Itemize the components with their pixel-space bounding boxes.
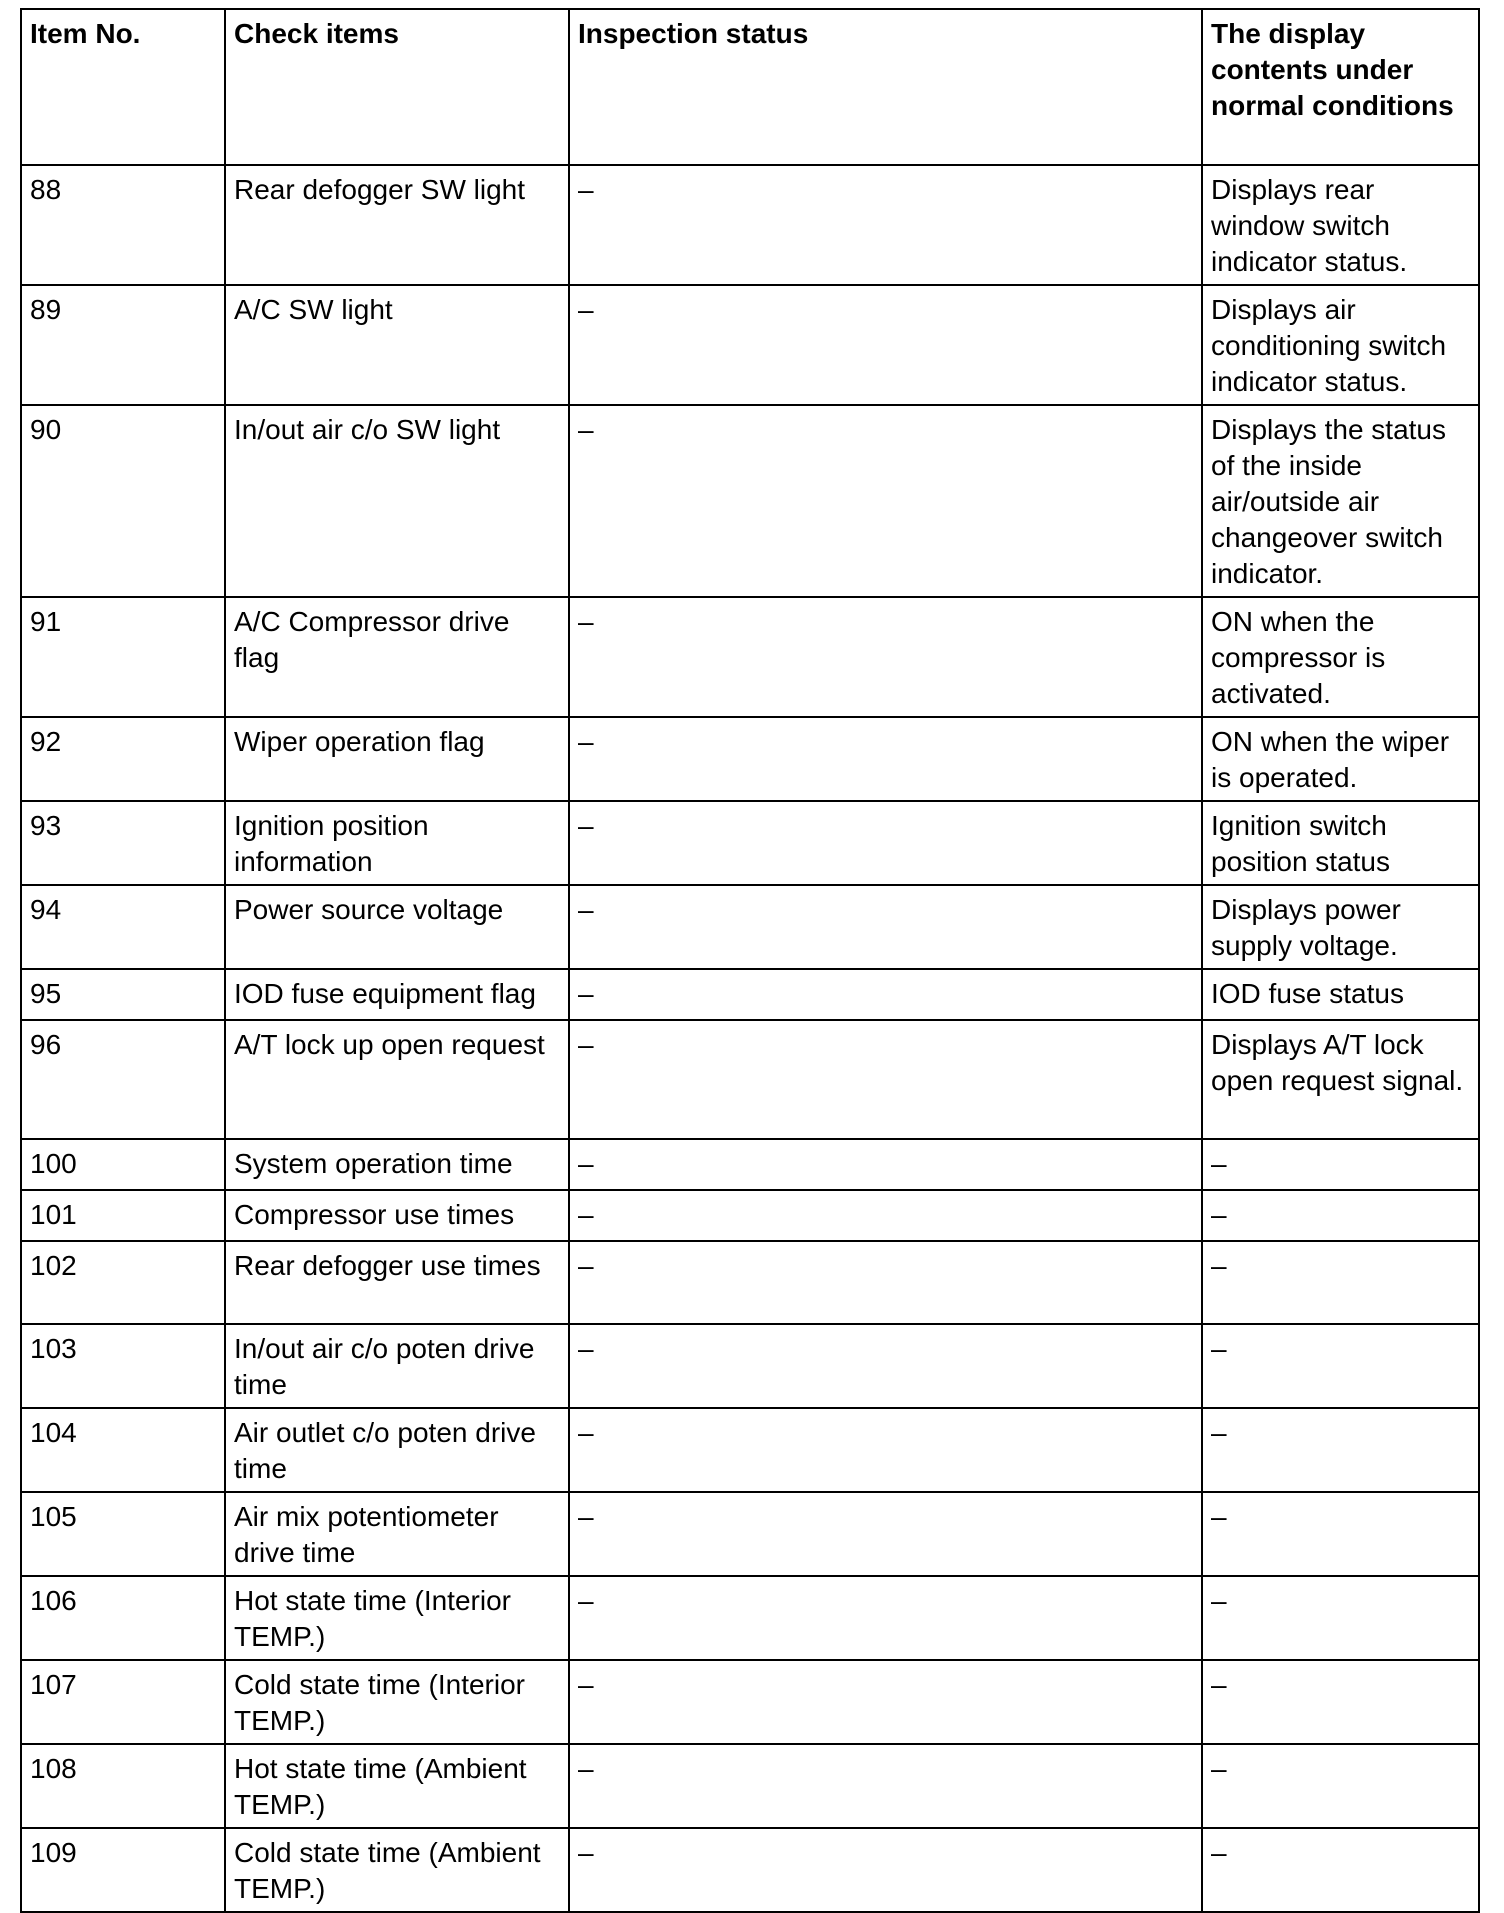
table-row xyxy=(21,801,1479,885)
cell-item-no: 102 xyxy=(21,1241,225,1324)
cell-inspection-status: – xyxy=(569,1139,1202,1190)
cell-item-no: 103 xyxy=(21,1324,225,1408)
cell-item-no: 101 xyxy=(21,1190,225,1241)
cell-check-item: Air mix potentiometer drive time xyxy=(225,1492,569,1576)
cell-item-no: 91 xyxy=(21,597,225,717)
table-row xyxy=(21,1241,1479,1324)
header-item-no: Item No. xyxy=(21,9,225,165)
cell-normal-display: – xyxy=(1202,1324,1479,1408)
cell-check-item: Hot state time (Interior TEMP.) xyxy=(225,1576,569,1660)
table-row xyxy=(21,597,1479,717)
cell-inspection-status: – xyxy=(569,801,1202,885)
cell-inspection-status: – xyxy=(569,1744,1202,1828)
cell-normal-display: Displays rear window switch indicator status. xyxy=(1202,165,1479,285)
cell-inspection-status: – xyxy=(569,1324,1202,1408)
cell-item-no: 105 xyxy=(21,1492,225,1576)
cell-inspection-status: – xyxy=(569,1660,1202,1744)
cell-normal-display: Displays air conditioning switch indicator status. xyxy=(1202,285,1479,405)
cell-check-item: In/out air c/o poten drive time xyxy=(225,1324,569,1408)
cell-normal-display: Displays A/T lock open request signal. xyxy=(1202,1020,1479,1139)
cell-normal-display: – xyxy=(1202,1139,1479,1190)
cell-normal-display: – xyxy=(1202,1241,1479,1324)
table-row xyxy=(21,285,1479,405)
cell-inspection-status: – xyxy=(569,969,1202,1020)
cell-normal-display: – xyxy=(1202,1190,1479,1241)
cell-normal-display: – xyxy=(1202,1660,1479,1744)
table-row xyxy=(21,1139,1479,1190)
cell-inspection-status: – xyxy=(569,1408,1202,1492)
cell-check-item: Power source voltage xyxy=(225,885,569,969)
table-row xyxy=(21,1660,1479,1744)
header-normal-display: The display contents under normal conditions xyxy=(1202,9,1479,165)
cell-check-item: Air outlet c/o poten drive time xyxy=(225,1408,569,1492)
table-body xyxy=(21,165,1479,1912)
table-row xyxy=(21,1324,1479,1408)
cell-check-item: Cold state time (Ambient TEMP.) xyxy=(225,1828,569,1912)
cell-item-no: 107 xyxy=(21,1660,225,1744)
cell-normal-display: – xyxy=(1202,1576,1479,1660)
cell-inspection-status: – xyxy=(569,597,1202,717)
cell-check-item: Cold state time (Interior TEMP.) xyxy=(225,1660,569,1744)
header-inspection-status: Inspection status xyxy=(569,9,1202,165)
cell-check-item: Compressor use times xyxy=(225,1190,569,1241)
table-row xyxy=(21,405,1479,597)
cell-item-no: 90 xyxy=(21,405,225,597)
cell-item-no: 88 xyxy=(21,165,225,285)
inspection-table-container xyxy=(20,8,1478,1913)
table-header-row xyxy=(21,9,1479,165)
cell-normal-display: Ignition switch position status xyxy=(1202,801,1479,885)
cell-inspection-status: – xyxy=(569,1576,1202,1660)
table-row xyxy=(21,1020,1479,1139)
cell-item-no: 92 xyxy=(21,717,225,801)
cell-check-item: System operation time xyxy=(225,1139,569,1190)
cell-check-item: In/out air c/o SW light xyxy=(225,405,569,597)
cell-check-item: Ignition position information xyxy=(225,801,569,885)
cell-item-no: 94 xyxy=(21,885,225,969)
table-row xyxy=(21,1744,1479,1828)
cell-normal-display: – xyxy=(1202,1492,1479,1576)
cell-check-item: Wiper operation flag xyxy=(225,717,569,801)
cell-inspection-status: – xyxy=(569,1241,1202,1324)
cell-inspection-status: – xyxy=(569,1828,1202,1912)
table-row xyxy=(21,165,1479,285)
inspection-table xyxy=(20,8,1480,1913)
cell-inspection-status: – xyxy=(569,285,1202,405)
cell-check-item: IOD fuse equipment flag xyxy=(225,969,569,1020)
cell-normal-display: ON when the compressor is activated. xyxy=(1202,597,1479,717)
table-row xyxy=(21,1190,1479,1241)
cell-normal-display: – xyxy=(1202,1408,1479,1492)
cell-inspection-status: – xyxy=(569,405,1202,597)
cell-inspection-status: – xyxy=(569,165,1202,285)
table-row xyxy=(21,969,1479,1020)
cell-normal-display: – xyxy=(1202,1744,1479,1828)
cell-inspection-status: – xyxy=(569,1190,1202,1241)
table-row xyxy=(21,717,1479,801)
header-check-items: Check items xyxy=(225,9,569,165)
cell-item-no: 100 xyxy=(21,1139,225,1190)
cell-check-item: A/C SW light xyxy=(225,285,569,405)
cell-check-item: A/T lock up open request xyxy=(225,1020,569,1139)
cell-inspection-status: – xyxy=(569,717,1202,801)
cell-item-no: 96 xyxy=(21,1020,225,1139)
cell-normal-display: Displays the status of the inside air/outside air changeover switch indicator. xyxy=(1202,405,1479,597)
cell-normal-display: – xyxy=(1202,1828,1479,1912)
cell-inspection-status: – xyxy=(569,1492,1202,1576)
cell-inspection-status: – xyxy=(569,1020,1202,1139)
cell-item-no: 108 xyxy=(21,1744,225,1828)
cell-check-item: Hot state time (Ambient TEMP.) xyxy=(225,1744,569,1828)
cell-item-no: 95 xyxy=(21,969,225,1020)
cell-check-item: A/C Compressor drive flag xyxy=(225,597,569,717)
table-row xyxy=(21,1408,1479,1492)
cell-check-item: Rear defogger SW light xyxy=(225,165,569,285)
cell-check-item: Rear defogger use times xyxy=(225,1241,569,1324)
cell-item-no: 89 xyxy=(21,285,225,405)
cell-normal-display: ON when the wiper is operated. xyxy=(1202,717,1479,801)
cell-item-no: 106 xyxy=(21,1576,225,1660)
cell-item-no: 104 xyxy=(21,1408,225,1492)
cell-normal-display: Displays power supply voltage. xyxy=(1202,885,1479,969)
table-row xyxy=(21,1828,1479,1912)
table-row xyxy=(21,885,1479,969)
cell-item-no: 109 xyxy=(21,1828,225,1912)
cell-inspection-status: – xyxy=(569,885,1202,969)
table-row xyxy=(21,1492,1479,1576)
table-row xyxy=(21,1576,1479,1660)
cell-item-no: 93 xyxy=(21,801,225,885)
cell-normal-display: IOD fuse status xyxy=(1202,969,1479,1020)
